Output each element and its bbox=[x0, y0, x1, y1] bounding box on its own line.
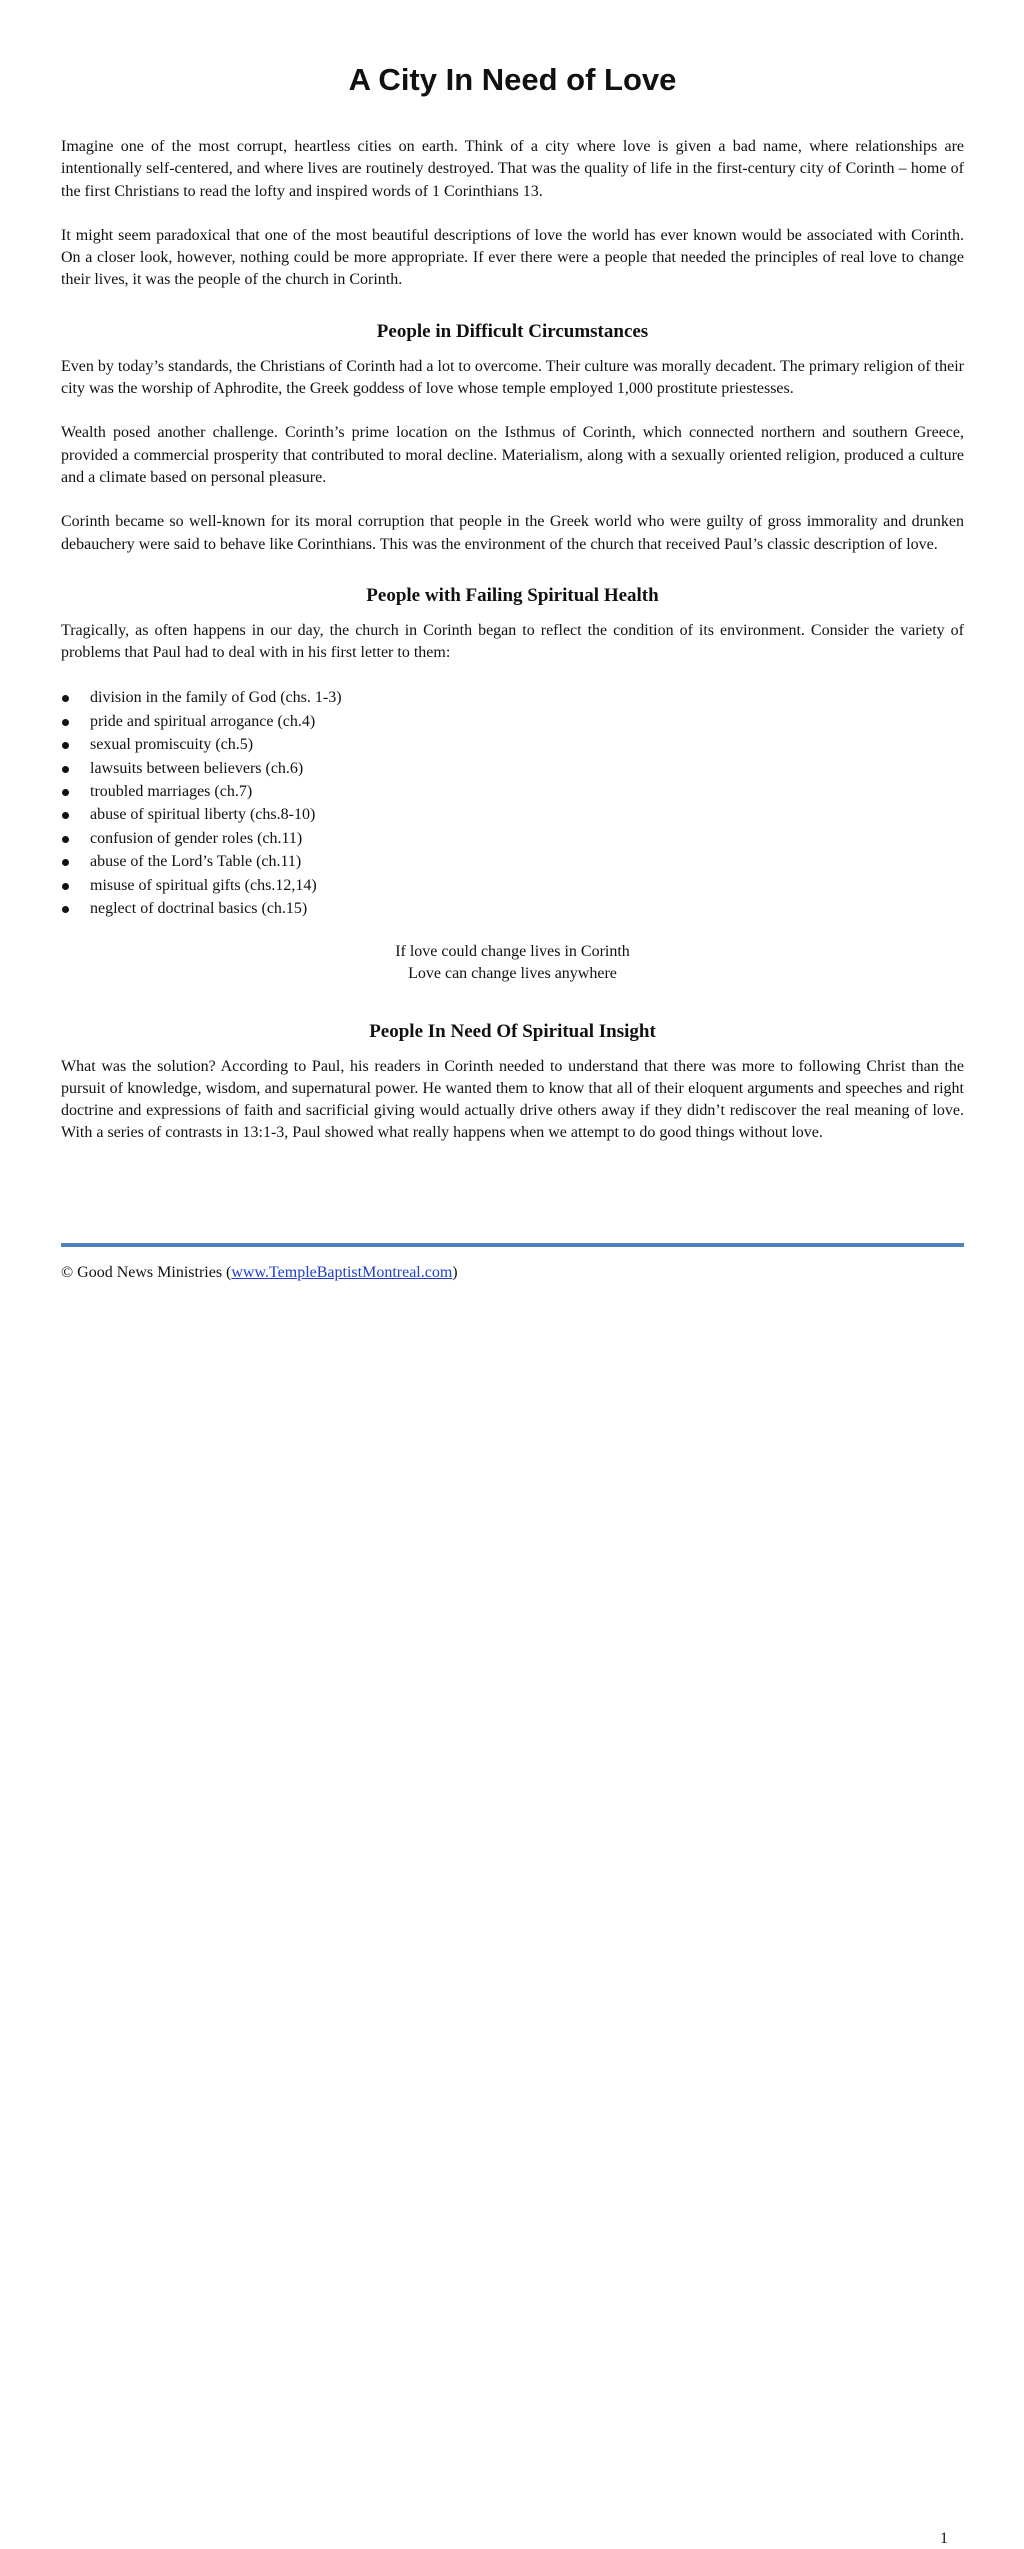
footer-divider bbox=[61, 1243, 964, 1247]
list-item-text: misuse of spiritual gifts (chs.12,14) bbox=[90, 876, 317, 894]
list-item bbox=[61, 827, 964, 850]
list-item-text: abuse of spiritual liberty (chs.8-10) bbox=[90, 806, 316, 824]
footer bbox=[61, 1263, 964, 2547]
list-item-text: lawsuits between believers (ch.6) bbox=[90, 759, 304, 777]
list-item-text: sexual promiscuity (ch.5) bbox=[90, 736, 254, 754]
list-item bbox=[61, 897, 964, 920]
bullet-icon bbox=[62, 859, 69, 866]
section-heading-spiritual-insight: People In Need Of Spiritual Insight bbox=[369, 1020, 656, 1042]
list-item-text: division in the family of God (chs. 1-3) bbox=[90, 689, 342, 707]
quote-line-1: If love could change lives in Corinth bbox=[395, 942, 630, 960]
footer-website-link[interactable]: www.TempleBaptistMontreal.com bbox=[231, 1264, 453, 1281]
list-item-text: troubled marriages (ch.7) bbox=[90, 783, 253, 801]
bullet-icon bbox=[62, 766, 69, 773]
list-item bbox=[61, 710, 964, 733]
section1-paragraph-2: Wealth posed another challenge. Corinth’s prime location on the Isthmus of Corinth, which connected northern and southern Greece, provided a commercial prosperity that contributed to moral decline. Materialism, along with a sexually oriented religion, produced a culture and a climate based on personal pleasure. bbox=[61, 424, 964, 486]
section2-paragraph: Tragically, as often happens in our day, the church in Corinth began to reflect the condition of its environment. Consider the variety of problems that Paul had to deal with in his first letter to them: bbox=[61, 621, 964, 662]
bullet-icon bbox=[62, 812, 69, 819]
list-item bbox=[61, 803, 964, 826]
list-item bbox=[61, 757, 964, 780]
footer-copyright-suffix: ) bbox=[452, 1264, 458, 1281]
list-item bbox=[61, 780, 964, 803]
bullet-icon bbox=[62, 906, 69, 913]
document-page bbox=[61, 58, 964, 1167]
bullet-icon bbox=[62, 719, 69, 726]
page-title: A City In Need of Love bbox=[348, 62, 677, 97]
intro-paragraph-2: It might seem paradoxical that one of the most beautiful descriptions of love the world has ever known would be associated with Corinth. On a closer look, however, nothing could be more appropriate. If ever there were a people that needed the principles of real love to change their lives, it was the people of the church in Corinth. bbox=[61, 226, 964, 289]
bullet-icon bbox=[62, 742, 69, 749]
list-item-text: pride and spiritual arrogance (ch.4) bbox=[90, 712, 316, 730]
bullet-icon bbox=[62, 789, 69, 796]
problems-list bbox=[61, 686, 964, 920]
list-item bbox=[61, 874, 964, 897]
list-item bbox=[61, 733, 964, 756]
footer-copyright-prefix: © Good News Ministries ( bbox=[61, 1264, 232, 1281]
quote-line-2: Love can change lives anywhere bbox=[408, 965, 617, 983]
list-item-text: abuse of the Lord’s Table (ch.11) bbox=[90, 853, 302, 871]
intro-paragraph-1: Imagine one of the most corrupt, heartless cities on earth. Think of a city where love is given a bad name, where relationships are intentionally self-centered, and where lives are routinely destroyed. That was the quality of life in the first-century city of Corinth – home of the first Christians to read the lofty and inspired words of 1 Corinthians 13. bbox=[61, 138, 964, 200]
section3-paragraph: What was the solution? According to Paul, his readers in Corinth needed to understand that there was more to following Christ than the pursuit of knowledge, wisdom, and supernatural power. He wanted them to know that all of their eloquent arguments and speeches and right doctrine and expressions of faith and sacrificial giving would actually drive others away if they didn’t rediscover the real meaning of love. With a series of contrasts in 13:1-3, Paul showed what really happens when we attempt to do good things without love. bbox=[61, 1057, 964, 1142]
list-item bbox=[61, 850, 964, 873]
centered-quote bbox=[61, 941, 964, 986]
bullet-icon bbox=[62, 836, 69, 843]
section1-paragraph-3: Corinth became so well-known for its moral corruption that people in the Greek world who were guilty of gross immorality and drunken debauchery were said to behave like Corinthians. This was the environment of the church that received Paul’s classic description of love. bbox=[61, 513, 964, 553]
section-heading-difficult-circumstances: People in Difficult Circumstances bbox=[376, 320, 649, 342]
list-item-text: confusion of gender roles (ch.11) bbox=[90, 829, 303, 847]
list-item bbox=[61, 686, 964, 709]
section1-paragraph-1: Even by today’s standards, the Christians of Corinth had a lot to overcome. Their culture was morally decadent. The primary religion of their city was the worship of Aphrodite, the Greek goddess of love whose temple employed 1,000 prostitute priestesses. bbox=[61, 357, 964, 398]
page-number: 1 bbox=[940, 2530, 948, 2547]
list-item-text: neglect of doctrinal basics (ch.15) bbox=[90, 900, 308, 918]
section-heading-failing-spiritual-health: People with Failing Spiritual Health bbox=[366, 584, 659, 606]
bullet-icon bbox=[62, 695, 69, 702]
bullet-icon bbox=[62, 883, 69, 890]
